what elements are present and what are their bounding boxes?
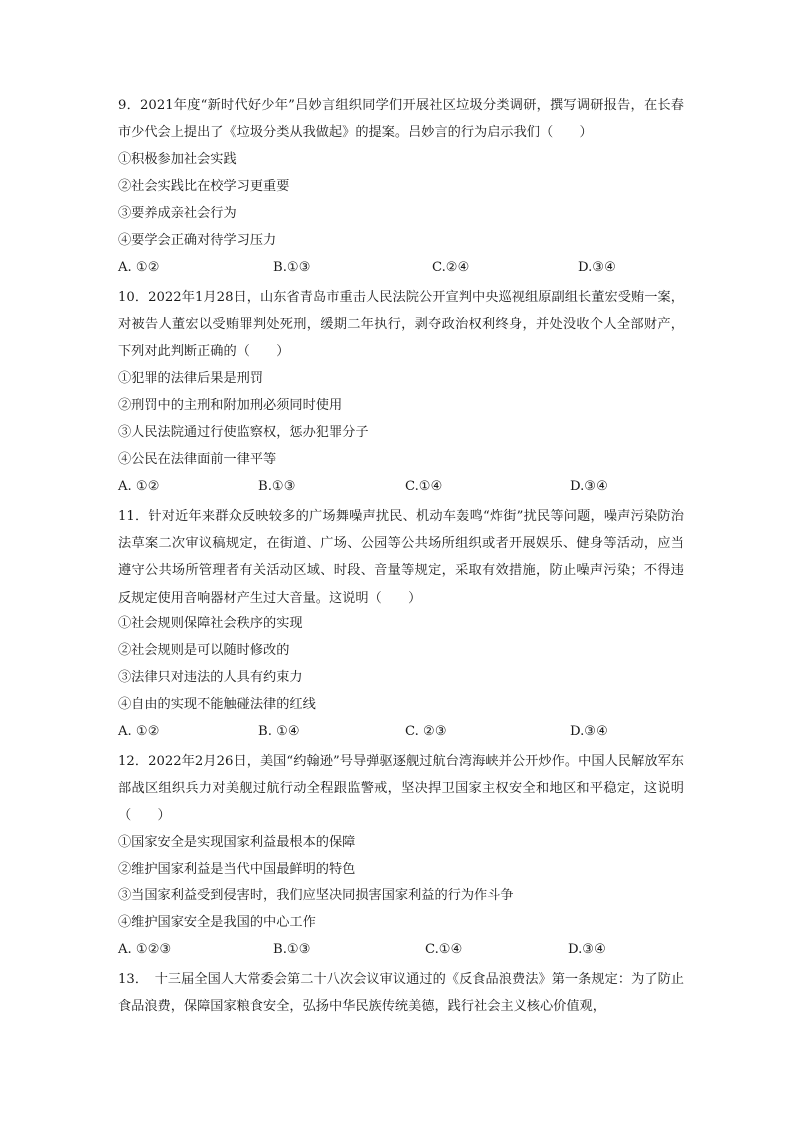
question-10-statement-1: ①犯罪的法律后果是刑罚 bbox=[118, 371, 264, 386]
choice-c: C.①④ bbox=[425, 942, 463, 957]
question-9-statement-2: ②社会实践比在校学习更重要 bbox=[118, 179, 290, 194]
choice-b: B.①③ bbox=[258, 479, 296, 494]
question-12-statement-2: ②维护国家利益是当代中国最鲜明的特色 bbox=[118, 862, 356, 877]
question-9-statement-4: ④要学会正确对待学习压力 bbox=[118, 233, 277, 248]
choice-d: D.③④ bbox=[570, 479, 608, 494]
question-10-stem: 10．2022年1月28日，山东省青岛市重击人民法院公开宣判中央巡视组原副组长董宏受贿一案，对被告人董宏以受贿罪判处死刑，缓期二年执行，剥夺政治权利终身，并处没收个人全部财产，下列对此判断正确的（ ） bbox=[118, 290, 684, 360]
question-11-statement-3: ③法律只对违法的人具有约束力 bbox=[118, 670, 303, 685]
choice-a: A. ①② bbox=[118, 479, 160, 494]
question-12-stem: 12．2022年2月26日，美国“约翰逊”号导弹驱逐舰过航台湾海峡并公开炒作。中国人民解放军东部战区组织兵力对美舰过航行动全程跟监警戒，坚决捍卫国家主权安全和地区和平稳定，这说明（ ） bbox=[118, 754, 684, 824]
choice-a: A. ①② bbox=[118, 260, 160, 275]
choice-c: C. ②③ bbox=[405, 724, 447, 739]
question-9-statement-3: ③要养成亲社会行为 bbox=[118, 206, 237, 221]
question-12-statement-1: ①国家安全是实现国家利益最根本的保障 bbox=[118, 835, 356, 850]
question-11-stem: 11．针对近年来群众反映较多的广场舞噪声扰民、机动车轰鸣“炸街”扰民等问题，噪声污染防治法草案二次审议稿规定，在街道、广场、公园等公共场所组织或者开展娱乐、健身等活动，应当遵守公共场所管理者有关活动区域、时段、音量等规定，采取有效措施，防止噪声污染；不得违反规定使用音响器材产生过大音量。这说明（ ） bbox=[118, 509, 684, 606]
choice-a: A. ①②③ bbox=[118, 942, 172, 957]
choice-c: C.②④ bbox=[432, 260, 470, 275]
choice-d: D.③④ bbox=[578, 260, 616, 275]
question-9-choices bbox=[118, 258, 684, 278]
question-13-stem: 13． 十三届全国人大常委会第二十八次会议审议通过的《反食品浪费法》第一条规定：为了防止食品浪费，保障国家粮食安全，弘扬中华民族传统美德，践行社会主义核心价值观， bbox=[118, 972, 684, 1015]
choice-a: A. ①② bbox=[118, 724, 160, 739]
choice-b: B. ①④ bbox=[258, 724, 300, 739]
question-9-statement-1: ①积极参加社会实践 bbox=[118, 152, 237, 167]
question-12-choices bbox=[118, 940, 684, 960]
question-10-statement-4: ④公民在法律面前一律平等 bbox=[118, 452, 277, 467]
question-10-statement-3: ③人民法院通过行使监察权，惩办犯罪分子 bbox=[118, 425, 369, 440]
question-12-statement-4: ④维护国家安全是我国的中心工作 bbox=[118, 915, 316, 930]
choice-b: B.①③ bbox=[273, 260, 311, 275]
question-12-statement-3: ③当国家利益受到侵害时，我们应坚决同损害国家利益的行为作斗争 bbox=[118, 888, 514, 903]
choice-d: D.③④ bbox=[570, 724, 608, 739]
choice-d: D.③④ bbox=[568, 942, 606, 957]
question-11-statement-2: ②社会规则是可以随时修改的 bbox=[118, 643, 290, 658]
question-10-choices bbox=[118, 477, 684, 497]
choice-c: C.①④ bbox=[405, 479, 443, 494]
question-11-statement-1: ①社会规则保障社会秩序的实现 bbox=[118, 616, 303, 631]
question-11-choices bbox=[118, 722, 684, 742]
question-11-statement-4: ④自由的实现不能触碰法律的红线 bbox=[118, 697, 316, 712]
question-9-stem: 9．2021年度“新时代好少年”吕妙言组织同学们开展社区垃圾分类调研，撰写调研报告，在长春市少代会上提出了《垃圾分类从我做起》的提案。吕妙言的行为启示我们（ ） bbox=[118, 98, 684, 141]
question-10-statement-2: ②刑罚中的主刑和附加刑必须同时使用 bbox=[118, 398, 343, 413]
choice-b: B.①③ bbox=[273, 942, 311, 957]
